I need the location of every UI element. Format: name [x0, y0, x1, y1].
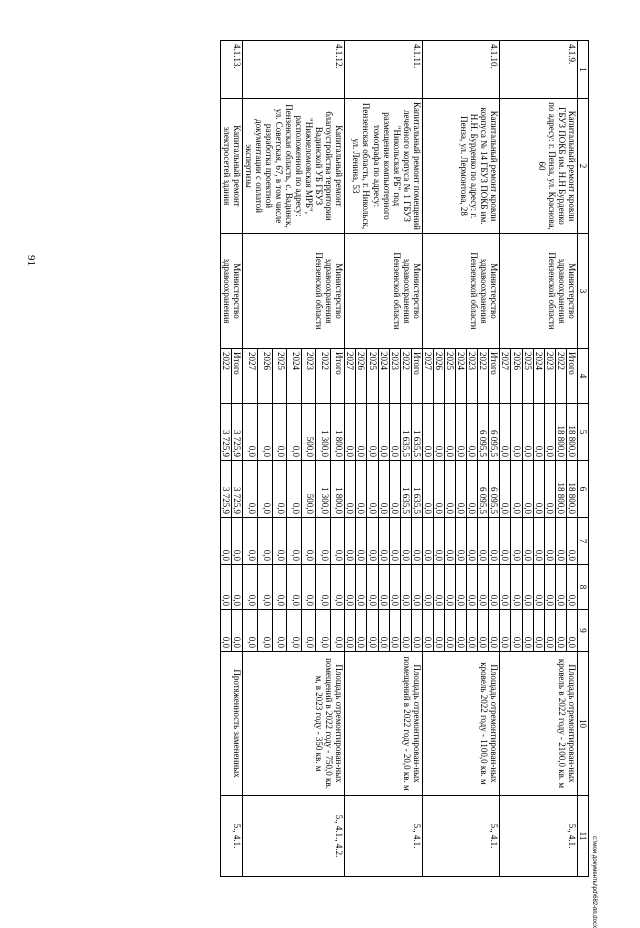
amount-cell: 0,0	[221, 565, 232, 610]
row-number-cell: 4.1.11.	[345, 41, 423, 99]
amount-cell: 0,0	[301, 610, 316, 652]
footer-path: c:\мои документы\pd\682-пп.docx	[591, 836, 597, 928]
amount-cell: 0,0	[330, 610, 345, 652]
points-cell: 5., 4.1.	[345, 796, 423, 877]
amount-cell: 0,0	[467, 610, 478, 652]
amount-cell: 0,0	[411, 518, 422, 565]
amount-cell: 0,0	[345, 518, 356, 565]
amount-cell: 1 300,0	[316, 461, 331, 518]
year-cell: 2022	[555, 349, 566, 404]
year-cell: 2025	[522, 349, 533, 404]
amount-cell: 1 800,0	[330, 404, 345, 461]
header-cell: 9	[577, 610, 588, 652]
amount-cell: 0,0	[544, 610, 555, 652]
executor-cell: Министерство здравоохранения Пензенской области	[243, 234, 345, 349]
amount-cell: 18 800,0	[555, 461, 566, 518]
amount-cell: 0,0	[566, 610, 577, 652]
amount-cell: 3 725,9	[232, 461, 243, 518]
year-cell: 2024	[287, 349, 302, 404]
points-cell: 5., 4.1.	[500, 796, 578, 877]
activity-name-cell: Капитальный ремонт кровли ГБУЗ ПОКБ им. Н.Н Бурденко по адресу: г. Пенза, ул. Краснова, 60	[500, 99, 578, 234]
amount-cell: 0,0	[456, 565, 467, 610]
year-cell: 2026	[433, 349, 444, 404]
amount-cell: 0,0	[287, 518, 302, 565]
amount-cell: 0,0	[400, 565, 411, 610]
amount-cell: 0,0	[555, 610, 566, 652]
amount-cell: 6 095,5	[478, 404, 489, 461]
amount-cell: 0,0	[258, 565, 273, 610]
amount-cell: 0,0	[544, 404, 555, 461]
amount-cell: 0,0	[389, 565, 400, 610]
amount-cell: 0,0	[422, 518, 433, 565]
amount-cell: 0,0	[400, 610, 411, 652]
amount-cell: 0,0	[555, 518, 566, 565]
activity-name-cell: Капитальный ремонт кровли корпуса № 14 ГБУЗ ПОКБ им. Н.Н. Бурденко по адресу: г. Пенза, ул. Лермонтова, 28	[422, 99, 500, 234]
table-body	[221, 41, 589, 877]
amount-cell: 0,0	[511, 565, 522, 610]
amount-cell: 0,0	[522, 404, 533, 461]
amount-cell: 0,0	[272, 404, 287, 461]
year-cell: 2027	[422, 349, 433, 404]
amount-cell: 0,0	[433, 461, 444, 518]
amount-cell: 0,0	[272, 518, 287, 565]
amount-cell: 500,0	[301, 404, 316, 461]
amount-cell: 0,0	[522, 565, 533, 610]
year-cell: 2023	[389, 349, 400, 404]
amount-cell: 0,0	[500, 565, 511, 610]
amount-cell: 0,0	[316, 565, 331, 610]
amount-cell: 0,0	[444, 518, 455, 565]
amount-cell: 0,0	[422, 565, 433, 610]
header-cell: 8	[577, 565, 588, 610]
amount-cell: 0,0	[272, 461, 287, 518]
amount-cell: 18 800,0	[566, 404, 577, 461]
amount-cell: 0,0	[467, 404, 478, 461]
year-cell: 2024	[456, 349, 467, 404]
amount-cell: 0,0	[243, 565, 258, 610]
amount-cell: 0,0	[555, 565, 566, 610]
amount-cell: 0,0	[456, 610, 467, 652]
amount-cell: 0,0	[489, 518, 500, 565]
year-cell: 2023	[467, 349, 478, 404]
amount-cell: 0,0	[478, 518, 489, 565]
amount-cell: 18 800,0	[555, 404, 566, 461]
row-number-cell: 4.1.10.	[422, 41, 500, 99]
amount-cell: 0,0	[544, 518, 555, 565]
amount-cell: 0,0	[356, 565, 367, 610]
amount-cell: 0,0	[489, 610, 500, 652]
amount-cell: 0,0	[330, 518, 345, 565]
amount-cell: 0,0	[330, 565, 345, 610]
amount-cell: 0,0	[356, 404, 367, 461]
amount-cell: 18 800,0	[566, 461, 577, 518]
year-cell: Итого	[330, 349, 345, 404]
year-cell: 2027	[243, 349, 258, 404]
header-cell: 6	[577, 461, 588, 518]
year-cell: 2025	[272, 349, 287, 404]
row-number-cell: 4.1.9.	[500, 41, 578, 99]
year-cell: Итого	[232, 349, 243, 404]
amount-cell: 0,0	[400, 518, 411, 565]
row-number-cell: 4.1.13.	[221, 41, 243, 99]
indicator-cell: Протяженность замененных	[221, 652, 243, 796]
amount-cell: 0,0	[500, 610, 511, 652]
year-cell: 2025	[444, 349, 455, 404]
header-cell: 2	[577, 99, 588, 234]
amount-cell: 0,0	[243, 404, 258, 461]
amount-cell: 0,0	[489, 565, 500, 610]
year-cell: 2024	[533, 349, 544, 404]
year-cell: 2022	[316, 349, 331, 404]
year-cell: Итого	[489, 349, 500, 404]
program-table	[220, 40, 589, 877]
amount-cell: 0,0	[389, 518, 400, 565]
year-cell: 2027	[500, 349, 511, 404]
year-cell: 2023	[544, 349, 555, 404]
indicator-cell: Площадь отремонтирован-ных помещений в 2022 году - 20,0 кв. м	[345, 652, 423, 796]
amount-cell: 0,0	[467, 565, 478, 610]
amount-cell: 0,0	[287, 610, 302, 652]
amount-cell: 0,0	[511, 404, 522, 461]
amount-cell: 0,0	[258, 518, 273, 565]
amount-cell: 0,0	[511, 518, 522, 565]
amount-cell: 0,0	[544, 565, 555, 610]
page-number: 91	[25, 255, 37, 266]
amount-cell: 3 725,9	[221, 404, 232, 461]
amount-cell: 0,0	[422, 610, 433, 652]
amount-cell: 0,0	[422, 461, 433, 518]
amount-cell: 0,0	[345, 565, 356, 610]
amount-cell: 0,0	[345, 461, 356, 518]
table-row	[489, 41, 500, 877]
header-cell: 3	[577, 234, 588, 349]
amount-cell: 0,0	[444, 610, 455, 652]
amount-cell: 0,0	[367, 610, 378, 652]
header-cell: 7	[577, 518, 588, 565]
amount-cell: 0,0	[467, 461, 478, 518]
table-row	[411, 41, 422, 877]
amount-cell: 0,0	[301, 565, 316, 610]
amount-cell: 0,0	[533, 518, 544, 565]
header-cell: 5	[577, 404, 588, 461]
amount-cell: 0,0	[221, 610, 232, 652]
year-cell: 2022	[478, 349, 489, 404]
points-cell: 5., 4.1., 4.2.	[243, 796, 345, 877]
year-cell: Итого	[411, 349, 422, 404]
points-cell: 5., 4.1.	[221, 796, 243, 877]
amount-cell: 0,0	[533, 565, 544, 610]
amount-cell: 6 095,5	[478, 461, 489, 518]
amount-cell: 0,0	[566, 518, 577, 565]
amount-cell: 0,0	[378, 518, 389, 565]
amount-cell: 0,0	[478, 565, 489, 610]
amount-cell: 0,0	[511, 461, 522, 518]
amount-cell: 0,0	[522, 461, 533, 518]
year-cell: 2025	[367, 349, 378, 404]
amount-cell: 0,0	[316, 518, 331, 565]
year-cell: Итого	[566, 349, 577, 404]
indicator-cell: Площадь отремонтирован-ных кровель 2022 году - 1100,0 кв. м	[422, 652, 500, 796]
amount-cell: 0,0	[566, 565, 577, 610]
amount-cell: 0,0	[243, 461, 258, 518]
amount-cell: 0,0	[345, 610, 356, 652]
amount-cell: 0,0	[243, 610, 258, 652]
amount-cell: 0,0	[467, 518, 478, 565]
year-cell: 2026	[258, 349, 273, 404]
year-cell: 2026	[511, 349, 522, 404]
header-cell: 4	[577, 349, 588, 404]
amount-cell: 0,0	[356, 461, 367, 518]
amount-cell: 0,0	[316, 610, 331, 652]
amount-cell: 0,0	[356, 518, 367, 565]
year-cell: 2027	[345, 349, 356, 404]
amount-cell: 0,0	[232, 610, 243, 652]
amount-cell: 0,0	[500, 404, 511, 461]
indicator-cell: Площадь отремонтирован-ных кровель в 2022 году - 2100,0 кв. м	[500, 652, 578, 796]
amount-cell: 0,0	[522, 610, 533, 652]
amount-cell: 6 095,5	[489, 461, 500, 518]
amount-cell: 0,0	[511, 610, 522, 652]
activity-name-cell: Капитальный ремонт электросетей здания	[221, 99, 243, 234]
year-cell: 2023	[301, 349, 316, 404]
header-row	[577, 41, 588, 877]
points-cell: 5., 4.1.	[422, 796, 500, 877]
amount-cell: 0,0	[287, 461, 302, 518]
amount-cell: 0,0	[422, 404, 433, 461]
rotated-page	[103, 40, 589, 876]
amount-cell: 0,0	[456, 404, 467, 461]
amount-cell: 0,0	[444, 404, 455, 461]
amount-cell: 0,0	[389, 404, 400, 461]
amount-cell: 3 725,9	[221, 461, 232, 518]
amount-cell: 0,0	[356, 610, 367, 652]
amount-cell: 0,0	[345, 404, 356, 461]
amount-cell: 0,0	[287, 565, 302, 610]
amount-cell: 0,0	[243, 518, 258, 565]
year-cell: 2026	[356, 349, 367, 404]
amount-cell: 0,0	[232, 565, 243, 610]
amount-cell: 0,0	[544, 461, 555, 518]
header-cell: 11	[577, 796, 588, 877]
amount-cell: 0,0	[301, 518, 316, 565]
amount-cell: 0,0	[389, 610, 400, 652]
amount-cell: 3 725,9	[232, 404, 243, 461]
activity-name-cell: Капитальный ремонт помещений лечебного корпуса № 1 ГБУЗ "Никольская РБ" под размещение компьютерного томографа по адресу: Пензенская область, г. Никольск, ул. Ленина, 53	[345, 99, 423, 234]
amount-cell: 0,0	[378, 461, 389, 518]
amount-cell: 0,0	[378, 404, 389, 461]
executor-cell: Министерство здравоохранения Пензенской области	[422, 234, 500, 349]
amount-cell: 0,0	[500, 518, 511, 565]
table-row	[330, 41, 345, 877]
amount-cell: 0,0	[411, 610, 422, 652]
amount-cell: 0,0	[367, 404, 378, 461]
indicator-cell: Площадь отремонтирован-ных помещений в 2022 году - 750,0 кв. м, в 2023 году - 350 кв. м	[243, 652, 345, 796]
amount-cell: 6 095,5	[489, 404, 500, 461]
year-cell: 2022	[221, 349, 232, 404]
amount-cell: 0,0	[522, 518, 533, 565]
amount-cell: 0,0	[367, 565, 378, 610]
amount-cell: 0,0	[378, 565, 389, 610]
activity-name-cell: Капитальный ремонт благоустройства территории Вадинской УБ ГБУЗ "Нижнеломовская МРБ", расположенной по адресу: Пензенская область, с. Вадинск, ул. Советская, 67, в том числе разработка проектной документации с оплатой экспертизы	[243, 99, 345, 234]
table-row	[566, 41, 577, 877]
amount-cell: 500,0	[301, 461, 316, 518]
amount-cell: 1 635,5	[411, 461, 422, 518]
amount-cell: 0,0	[500, 461, 511, 518]
amount-cell: 0,0	[287, 404, 302, 461]
amount-cell: 1 635,5	[411, 404, 422, 461]
amount-cell: 0,0	[533, 610, 544, 652]
amount-cell: 1 300,0	[316, 404, 331, 461]
row-number-cell: 4.1.12.	[243, 41, 345, 99]
amount-cell: 0,0	[258, 610, 273, 652]
amount-cell: 0,0	[444, 565, 455, 610]
table-row	[232, 41, 243, 877]
year-cell: 2022	[400, 349, 411, 404]
amount-cell: 0,0	[533, 461, 544, 518]
amount-cell: 0,0	[478, 610, 489, 652]
amount-cell: 0,0	[411, 565, 422, 610]
amount-cell: 0,0	[389, 461, 400, 518]
header-cell: 1	[577, 41, 588, 99]
amount-cell: 0,0	[221, 518, 232, 565]
amount-cell: 0,0	[258, 461, 273, 518]
amount-cell: 0,0	[367, 518, 378, 565]
year-cell: 2024	[378, 349, 389, 404]
amount-cell: 0,0	[367, 461, 378, 518]
header-cell: 10	[577, 652, 588, 796]
amount-cell: 0,0	[433, 518, 444, 565]
amount-cell: 0,0	[232, 518, 243, 565]
amount-cell: 1 800,0	[330, 461, 345, 518]
amount-cell: 0,0	[456, 461, 467, 518]
amount-cell: 0,0	[444, 461, 455, 518]
amount-cell: 0,0	[433, 610, 444, 652]
amount-cell: 0,0	[456, 518, 467, 565]
amount-cell: 0,0	[378, 610, 389, 652]
amount-cell: 0,0	[433, 404, 444, 461]
amount-cell: 1 635,5	[400, 404, 411, 461]
amount-cell: 0,0	[258, 404, 273, 461]
executor-cell: Министерство здравоохранения Пензенской области	[345, 234, 423, 349]
executor-cell: Министерство здравоохранения Пензенской области	[500, 234, 578, 349]
amount-cell: 0,0	[533, 404, 544, 461]
executor-cell: Министерство здравоохранения	[221, 234, 243, 349]
amount-cell: 0,0	[272, 565, 287, 610]
amount-cell: 0,0	[272, 610, 287, 652]
amount-cell: 1 635,5	[400, 461, 411, 518]
amount-cell: 0,0	[433, 565, 444, 610]
